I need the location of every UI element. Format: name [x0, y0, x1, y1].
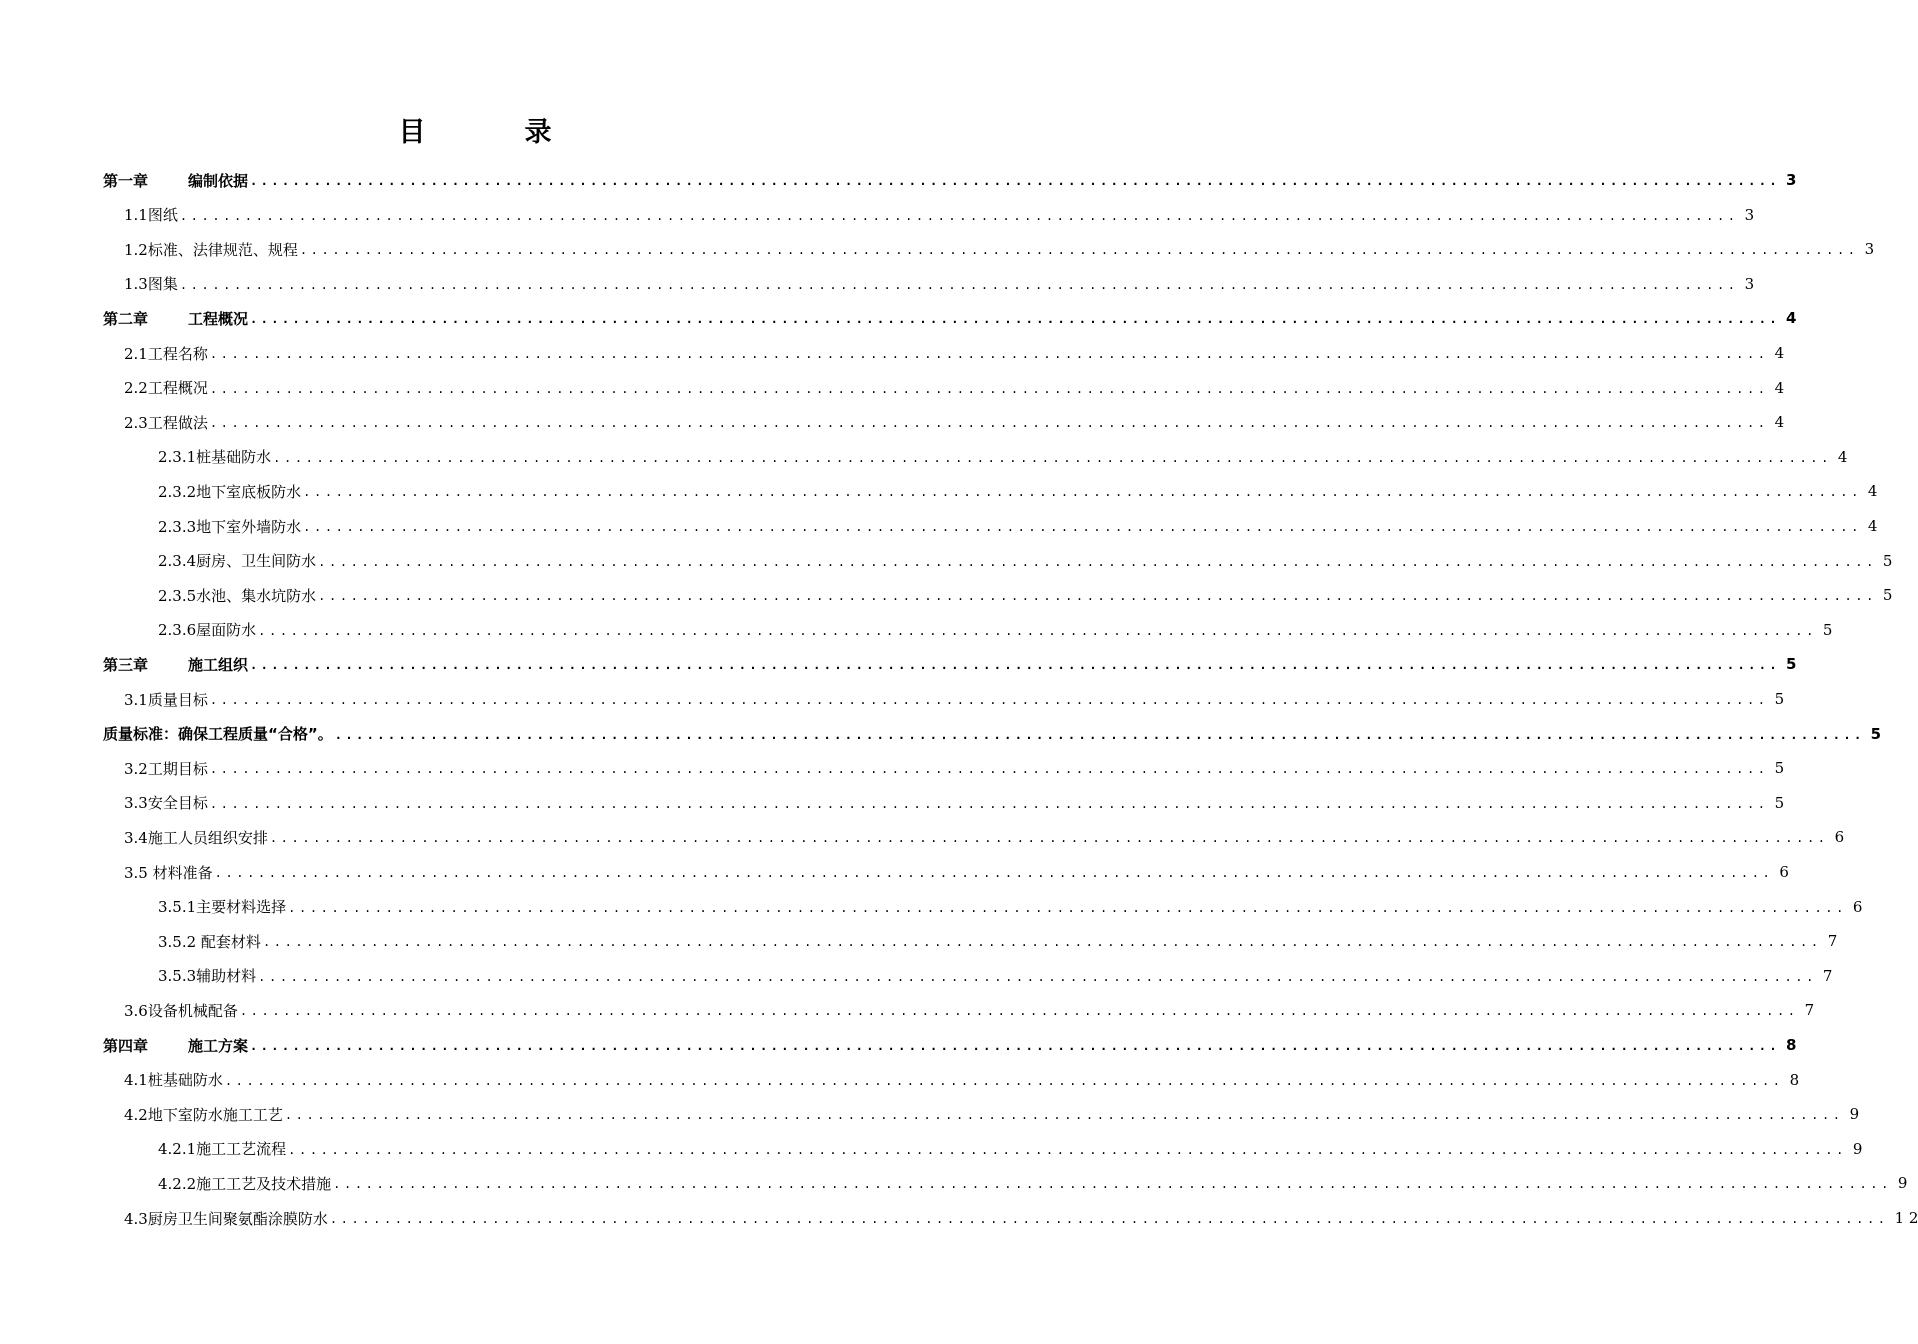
page-number: 5 [1774, 759, 1785, 778]
page-number: 5 [1882, 586, 1893, 605]
leader-dots: ................................................................................................................................................ [239, 1004, 1799, 1019]
page-number: 9 [1897, 1174, 1908, 1193]
toc-entry[interactable] [158, 1166, 1908, 1200]
leader-dots: ................................................................................................................................................ [179, 277, 1739, 292]
toc-entry-label [103, 308, 248, 329]
toc-entry-label: 3.4施工人员组织安排 [124, 828, 268, 847]
leader-dots: ................................................................................................................................................ [250, 312, 1780, 327]
toc-entry[interactable] [158, 959, 1833, 993]
toc-entry[interactable] [124, 232, 1875, 266]
toc-entry-label: 1.2标准、法律规范、规程 [124, 240, 298, 259]
toc-entry[interactable] [124, 405, 1785, 439]
chapter-title: 工程概况 [188, 309, 249, 328]
toc-entry[interactable] [158, 578, 1893, 612]
toc-entry[interactable] [158, 924, 1838, 958]
toc-entry-label: 2.3.4厨房、卫生间防水 [158, 552, 317, 571]
toc-entry-label: 2.3.2地下室底板防水 [158, 482, 302, 501]
toc-entry-label: 2.3工程做法 [124, 413, 208, 432]
page-number: 4 [1774, 413, 1785, 432]
page-number: 1 2 [1894, 1209, 1918, 1227]
toc-entry-label: 4.1桩基础防水 [124, 1071, 223, 1090]
leader-dots: ................................................................................................................................................ [209, 693, 1769, 707]
page-title: 目 录 [398, 117, 588, 148]
toc-entry-label: 4.2地下室防水施工工艺 [124, 1105, 283, 1124]
toc-entry[interactable] [158, 544, 1893, 578]
toc-entry-label: 1.3图集 [124, 275, 178, 294]
toc-entry-label: 3.5.1主要材料选择 [158, 898, 287, 917]
toc-entry[interactable] [158, 613, 1833, 647]
leader-dots: ................................................................................................................................................ [284, 1108, 1844, 1123]
toc-entry[interactable] [158, 509, 1878, 543]
page-number: 7 [1822, 966, 1833, 985]
chapter-number: 第三章 [103, 655, 149, 674]
leader-dots: ................................................................................................................................................ [318, 554, 1877, 569]
toc-entry-label [103, 170, 248, 191]
toc-entry-label: 3.5 材料准备 [124, 863, 213, 882]
page-number: 5 [1822, 620, 1833, 639]
toc-entry-label: 2.1工程名称 [124, 344, 208, 363]
chapter-number: 第一章 [103, 171, 149, 190]
page-number: 4 [1785, 309, 1797, 328]
toc-entry[interactable] [103, 163, 1797, 197]
leader-dots: ................................................................................................................................................ [303, 520, 1862, 534]
toc-entry[interactable] [124, 198, 1755, 232]
chapter-title: 施工方案 [188, 1036, 249, 1055]
page-number: 8 [1785, 1036, 1797, 1054]
toc-entry[interactable] [158, 1132, 1863, 1166]
page-number: 5 [1785, 655, 1797, 674]
page-number: 4 [1867, 517, 1878, 535]
page-number: 7 [1827, 932, 1838, 951]
toc-entry-label: 2.3.1桩基础防水 [158, 448, 272, 467]
toc-entry[interactable] [124, 267, 1755, 301]
toc-entry[interactable] [124, 1097, 1860, 1131]
page-number: 5 [1774, 690, 1785, 708]
toc-entry-label [103, 654, 248, 675]
toc-entry[interactable] [124, 371, 1785, 405]
toc-entry-label: 质量标准：确保工程质量“合格”。 [103, 725, 333, 744]
page-number: 9 [1849, 1105, 1860, 1124]
leader-dots: ................................................................................................................................................ [214, 866, 1774, 880]
leader-dots: ................................................................................................................................................ [299, 243, 1859, 258]
page-number: 3 [1785, 171, 1797, 189]
leader-dots: ................................................................................................................................................ [273, 450, 1832, 465]
toc-entry-label: 2.3.3地下室外墙防水 [158, 517, 302, 536]
leader-dots: ................................................................................................................................................ [262, 935, 1822, 950]
leader-dots: ................................................................................................................................................ [329, 1212, 1889, 1226]
toc-entry-label: 2.3.6屋面防水 [158, 621, 257, 640]
toc-entry-label: 3.1质量目标 [124, 690, 208, 709]
leader-dots: ................................................................................................................................................ [334, 727, 1865, 742]
toc-entry-label: 3.6设备机械配备 [124, 1001, 238, 1020]
page-number: 5 [1882, 551, 1893, 570]
chapter-number: 第四章 [103, 1036, 149, 1055]
toc-entry[interactable] [103, 1028, 1797, 1062]
toc-entry-label: 3.2工期目标 [124, 759, 208, 778]
page-number: 8 [1789, 1070, 1800, 1089]
page-number: 4 [1774, 344, 1785, 362]
leader-dots: ................................................................................................................................................ [179, 208, 1739, 223]
page-number: 3 [1744, 274, 1755, 293]
toc-entry-label: 4.2.1施工工艺流程 [158, 1140, 287, 1159]
leader-dots: ................................................................................................................................................ [250, 658, 1780, 673]
toc-entry-label [103, 1035, 248, 1056]
leader-dots: ................................................................................................................................................ [209, 381, 1769, 396]
toc-entry-label: 3.5.2 配套材料 [158, 932, 261, 951]
leader-dots: ................................................................................................................................................ [250, 174, 1780, 188]
toc-entry[interactable] [124, 336, 1785, 370]
toc-entry-label: 4.3厨房卫生间聚氨酯涂膜防水 [124, 1209, 328, 1228]
leader-dots: ................................................................................................................................................ [258, 969, 1817, 984]
toc-entry[interactable] [158, 474, 1878, 508]
leader-dots: ................................................................................................................................................ [209, 762, 1769, 777]
page-number: 4 [1774, 378, 1785, 397]
toc-entry[interactable] [124, 855, 1789, 889]
leader-dots: ................................................................................................................................................ [303, 485, 1862, 500]
leader-dots: ................................................................................................................................................ [288, 900, 1847, 915]
leader-dots: ................................................................................................................................................ [318, 589, 1877, 604]
toc-entry[interactable] [124, 751, 1785, 785]
toc-entry[interactable] [124, 993, 1815, 1027]
toc-entry[interactable] [103, 717, 1882, 751]
page-number: 7 [1804, 1001, 1815, 1020]
toc-entry[interactable] [124, 1201, 1918, 1235]
chapter-number: 第二章 [103, 309, 149, 328]
leader-dots: ................................................................................................................................................ [209, 416, 1769, 431]
page-number: 4 [1837, 447, 1848, 466]
page-number: 5 [1870, 724, 1882, 743]
toc-entry[interactable] [158, 890, 1863, 924]
page-number: 6 [1779, 863, 1789, 881]
leader-dots: ................................................................................................................................................ [288, 1142, 1847, 1157]
leader-dots: ................................................................................................................................................ [224, 1073, 1784, 1088]
toc-entry-label: 1.1图纸 [124, 206, 178, 225]
page-number: 5 [1774, 793, 1785, 812]
page-number: 6 [1834, 828, 1845, 847]
toc-entry[interactable] [158, 440, 1848, 474]
toc-entry[interactable] [103, 647, 1797, 681]
page-number: 9 [1852, 1139, 1863, 1158]
toc-entry-label: 2.3.5水池、集水坑防水 [158, 586, 317, 605]
toc-entry[interactable] [124, 682, 1785, 716]
page-number: 4 [1867, 482, 1878, 501]
page-number: 3 [1864, 240, 1875, 259]
toc-entry[interactable] [124, 786, 1785, 820]
toc-entry-label: 2.2工程概况 [124, 379, 208, 398]
toc-entry-label: 4.2.2施工工艺及技术措施 [158, 1174, 332, 1193]
chapter-title: 编制依据 [188, 171, 249, 190]
toc-entry[interactable] [124, 820, 1845, 854]
toc-entry-label: 3.3安全目标 [124, 794, 208, 813]
toc-entry[interactable] [103, 301, 1797, 335]
leader-dots: ................................................................................................................................................ [333, 1177, 1892, 1192]
leader-dots: ................................................................................................................................................ [250, 1039, 1780, 1053]
toc-entry-label: 3.5.3辅助材料 [158, 967, 257, 986]
leader-dots: ................................................................................................................................................ [209, 347, 1769, 361]
chapter-title: 施工组织 [188, 655, 249, 674]
page-number: 6 [1852, 897, 1863, 916]
leader-dots: ................................................................................................................................................ [209, 796, 1769, 811]
leader-dots: ................................................................................................................................................ [258, 623, 1817, 638]
page-number: 3 [1744, 205, 1755, 224]
leader-dots: ................................................................................................................................................ [269, 831, 1829, 846]
toc-entry[interactable] [124, 1063, 1800, 1097]
